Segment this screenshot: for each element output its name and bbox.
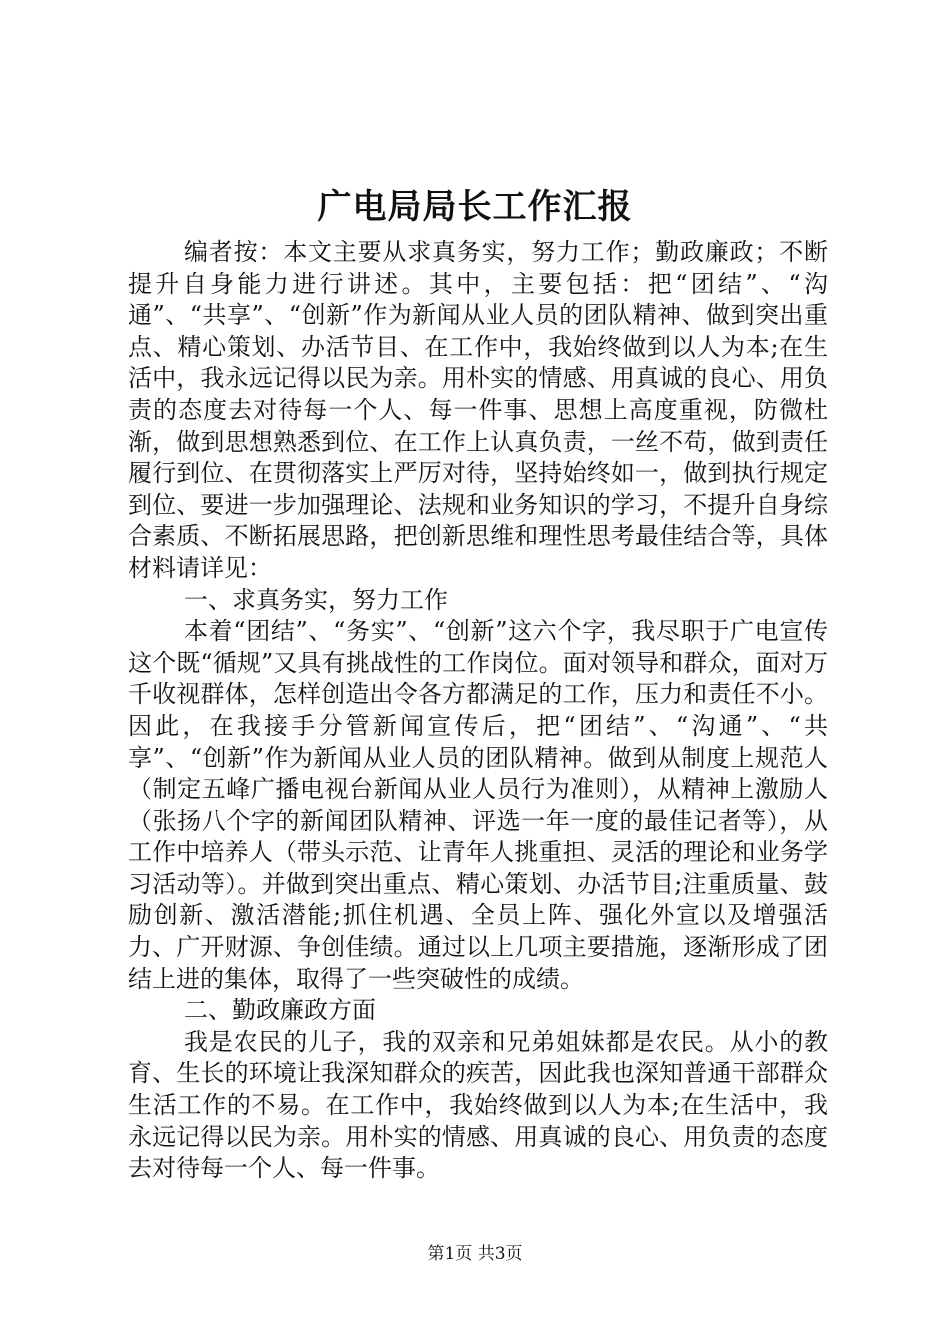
document-body <box>128 237 828 1185</box>
editor-note-paragraph: 编者按：本文主要从求真务实，努力工作；勤政廉政；不断提升自身能力进行讲述。其中，主要包括：把“团结”、“沟通”、“共享”、“创新”作为新闻从业人员的团队精神、做到突出重点、精心策划、办活节目、在工作中，我始终做到以人为本;在生活中，我永远记得以民为亲。用朴实的情感、用真诚的良心、用负责的态度去对待每一个人、每一件事、思想上高度重视，防微杜渐，做到思想熟悉到位、在工作上认真负责，一丝不苟，做到责任履行到位、在贯彻落实上严厉对待，坚持始终如一，做到执行规定到位、要进一步加强理论、法规和业务知识的学习，不提升自身综合素质、不断拓展思路，把创新思维和理性思考最佳结合等，具体材料请详见： <box>128 238 828 582</box>
section-2-paragraph: 我是农民的儿子，我的双亲和兄弟姐妹都是农民。从小的教育、生长的环境让我深知群众的疾苦，因此我也深知普通干部群众生活工作的不易。在工作中，我始终做到以人为本;在生活中，我永远记得以民为亲。用朴实的情感、用真诚的良心、用负责的态度去对待每一个人、每一件事。 <box>128 1027 828 1183</box>
section-heading-1: 一、求真务实，努力工作 <box>184 585 448 614</box>
section-1-paragraph: 本着“团结”、“务实”、“创新”这六个字，我尽职于广电宣传这个既“循规”又具有挑战性的工作岗位。面对领导和群众，面对万千收视群体，怎样创造出令各方都满足的工作，压力和责任不小。因此，在我接手分管新闻宣传后，把“团结”、“沟通”、“共享”、“创新”作为新闻从业人员的团队精神。做到从制度上规范人（制定五峰广播电视台新闻从业人员行为准则），从精神上激励人（张扬八个字的新闻团队精神、评选一年一度的最佳记者等），从工作中培养人（带头示范、让青年人挑重担、灵活的理论和业务学习活动等）。并做到突出重点、精心策划、办活节目;注重质量、鼓励创新、激活潜能;抓住机遇、全员上阵、强化外宣以及增强活力、广开财源、争创佳绩。通过以上几项主要措施，逐渐形成了团结上进的集体，取得了一些突破性的成绩。 <box>128 617 828 993</box>
section-heading-2: 二、勤政廉政方面 <box>184 996 376 1025</box>
document-title: 广电局局长工作汇报 <box>317 187 633 227</box>
page-footer: 第1页 共3页 <box>427 1244 523 1264</box>
